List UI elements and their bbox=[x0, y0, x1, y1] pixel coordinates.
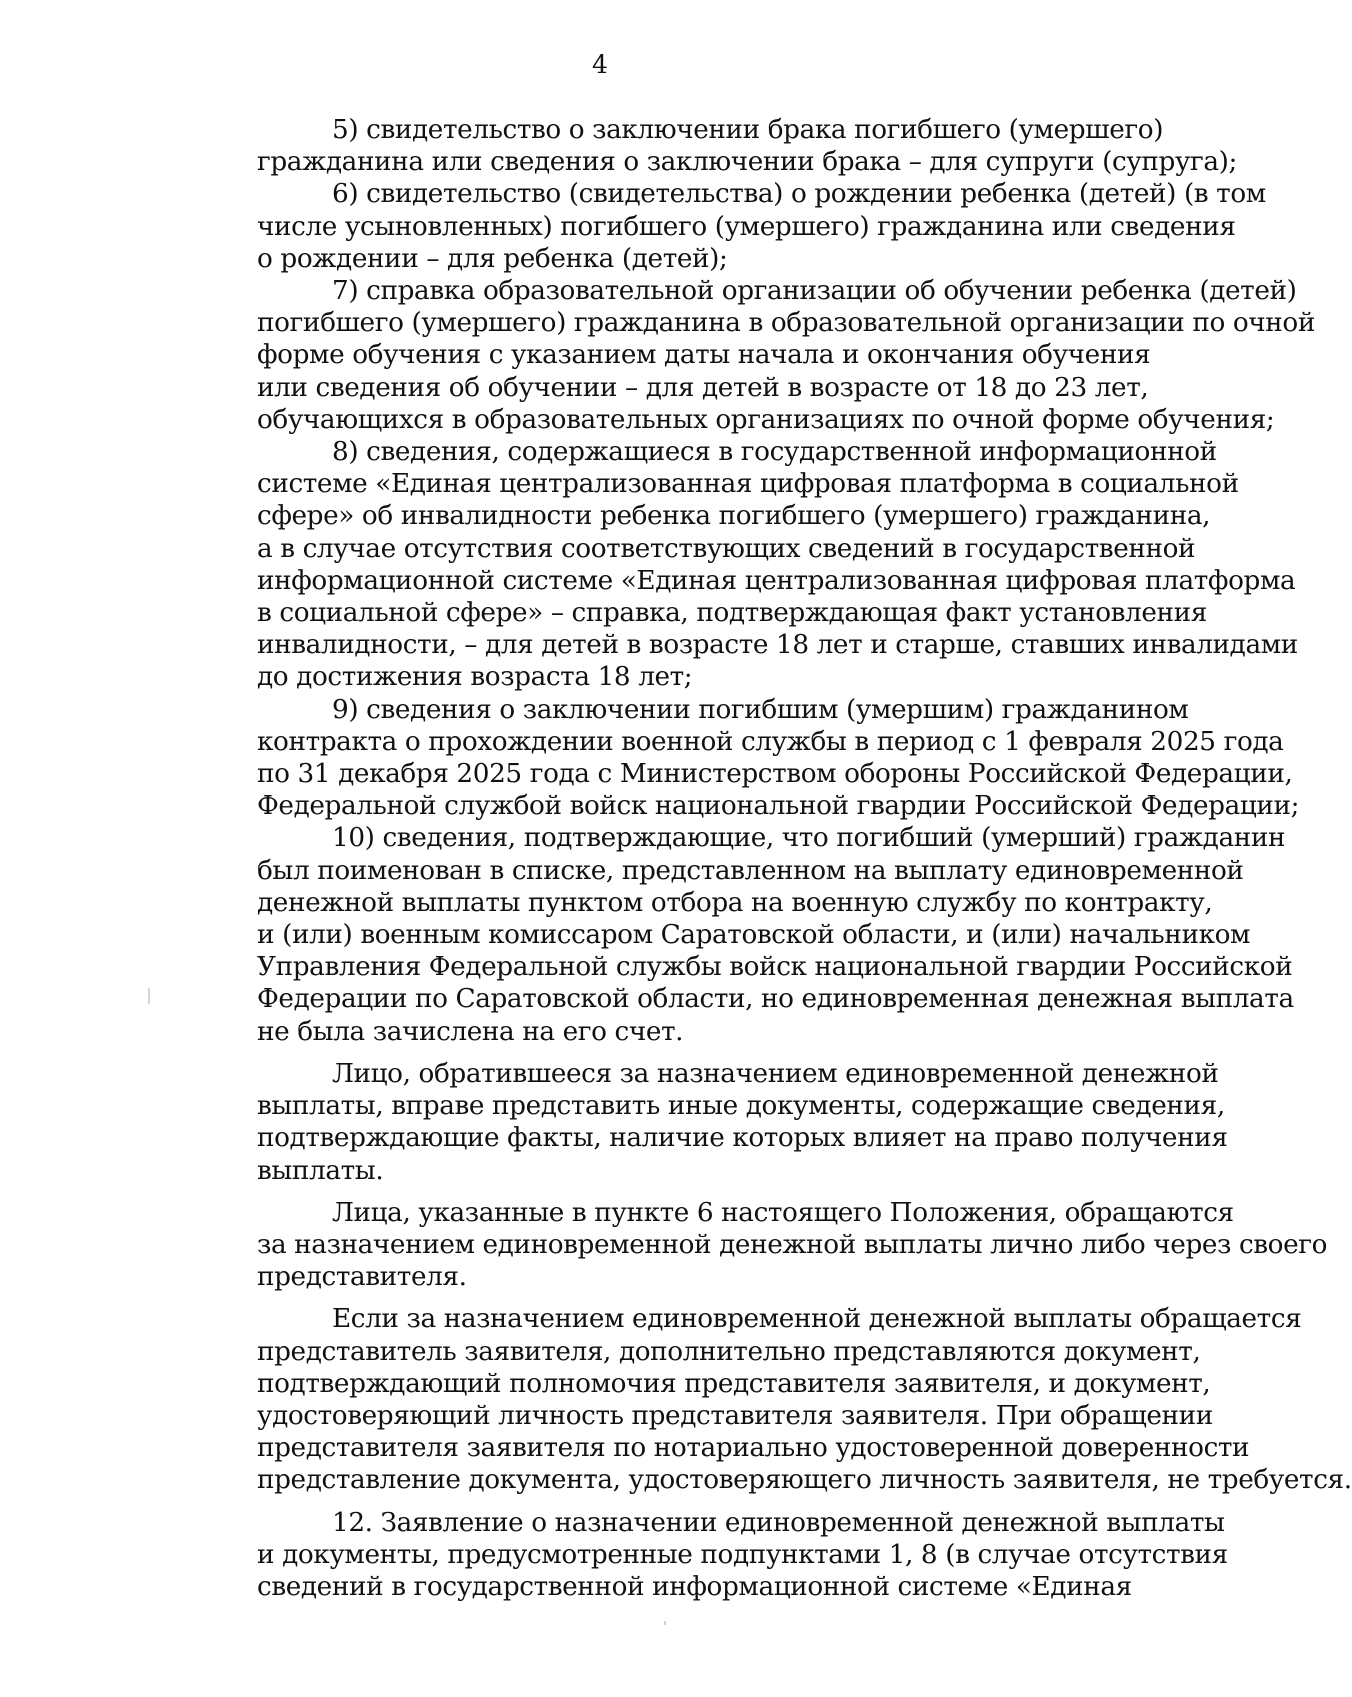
text-line: а в случае отсутствия соответствующих сведений в государственной bbox=[257, 533, 1196, 564]
document-paragraph bbox=[182, 275, 1315, 436]
text-line: и документы, предусмотренные подпунктами 1, 8 (в случае отсутствия bbox=[257, 1539, 1228, 1570]
document-paragraph bbox=[182, 1507, 1228, 1604]
text-line: в социальной сфере» – справка, подтверждающая факт установления bbox=[257, 598, 1207, 629]
text-line: денежной выплаты пунктом отбора на военную службу по контракту, bbox=[257, 887, 1213, 918]
text-line: гражданина или сведения о заключении брака – для супруги (супруга); bbox=[257, 147, 1238, 178]
text-line: не была зачислена на его счет. bbox=[257, 1016, 684, 1047]
document-paragraph bbox=[182, 1303, 1352, 1496]
text-line: выплаты. bbox=[257, 1155, 384, 1186]
text-line: подтверждающие факты, наличие которых влияет на право получения bbox=[257, 1123, 1228, 1154]
page-number: 4 bbox=[592, 50, 608, 79]
text-line: форме обучения с указанием даты начала и окончания обучения bbox=[257, 340, 1151, 371]
text-line: сведений в государственной информационной системе «Единая bbox=[257, 1571, 1132, 1602]
text-line: 6) свидетельство (свидетельства) о рождении ребенка (детей) (в том bbox=[332, 179, 1266, 210]
document-paragraph bbox=[182, 436, 1298, 694]
document-paragraph bbox=[182, 178, 1266, 275]
document-paragraph bbox=[182, 694, 1300, 823]
text-line: был поименован в списке, представленном на выплату единовременной bbox=[257, 855, 1244, 886]
document-paragraph bbox=[182, 1058, 1228, 1187]
text-line: системе «Единая централизованная цифровая платформа в социальной bbox=[257, 469, 1239, 500]
text-line: контракта о прохождении военной службы в период с 1 февраля 2025 года bbox=[257, 726, 1284, 757]
text-line: за назначением единовременной денежной выплаты лично либо через своего bbox=[257, 1229, 1328, 1260]
text-line: погибшего (умершего) гражданина в образовательной организации по очной bbox=[257, 308, 1315, 339]
text-line: Лица, указанные в пункте 6 настоящего Положения, обращаются bbox=[332, 1197, 1234, 1228]
text-line: 8) сведения, содержащиеся в государственной информационной bbox=[332, 437, 1217, 468]
text-line: сфере» об инвалидности ребенка погибшего (умершего) гражданина, bbox=[257, 501, 1211, 532]
text-line: обучающихся в образовательных организациях по очной форме обучения; bbox=[257, 404, 1275, 435]
text-line: Федеральной службой войск национальной гвардии Российской Федерации; bbox=[257, 791, 1300, 822]
text-line: выплаты, вправе представить иные документы, содержащие сведения, bbox=[257, 1091, 1225, 1122]
text-line: Федерации по Саратовской области, но единовременная денежная выплата bbox=[257, 984, 1294, 1015]
scan-mark bbox=[148, 988, 150, 1004]
text-line: подтверждающий полномочия представителя заявителя, и документ, bbox=[257, 1368, 1211, 1399]
text-line: 10) сведения, подтверждающие, что погибший (умерший) гражданин bbox=[332, 823, 1286, 854]
text-line: инвалидности, – для детей в возрасте 18 лет и старше, ставших инвалидами bbox=[257, 630, 1298, 661]
text-line: представителя заявителя по нотариально удостоверенной доверенности bbox=[257, 1433, 1250, 1464]
text-line: и (или) военным комиссаром Саратовской области, и (или) начальником bbox=[257, 920, 1251, 951]
text-line: 7) справка образовательной организации об обучении ребенка (детей) bbox=[332, 276, 1297, 307]
text-line: 9) сведения о заключении погибшим (умершим) гражданином bbox=[332, 694, 1189, 725]
text-line: Управления Федеральной службы войск национальной гвардии Российской bbox=[257, 952, 1293, 983]
text-line: представление документа, удостоверяющего личность заявителя, не требуется. bbox=[257, 1465, 1352, 1496]
scan-speck bbox=[664, 1621, 666, 1625]
text-line: 12. Заявление о назначении единовременной денежной выплаты bbox=[332, 1507, 1225, 1538]
text-line: числе усыновленных) погибшего (умершего) гражданина или сведения bbox=[257, 211, 1236, 242]
text-line: о рождении – для ребенка (детей); bbox=[257, 243, 728, 274]
document-paragraph bbox=[182, 822, 1294, 1047]
document-body bbox=[182, 114, 1352, 1603]
document-paragraph bbox=[182, 1197, 1328, 1294]
text-line: информационной системе «Единая централизованная цифровая платформа bbox=[257, 565, 1296, 596]
text-line: Если за назначением единовременной денежной выплаты обращается bbox=[332, 1304, 1302, 1335]
text-line: 5) свидетельство о заключении брака погибшего (умершего) bbox=[332, 115, 1164, 145]
document-paragraph bbox=[182, 114, 1238, 178]
text-line: представителя. bbox=[257, 1262, 467, 1293]
text-line: представитель заявителя, дополнительно представляются документ, bbox=[257, 1336, 1201, 1367]
text-line: удостоверяющий личность представителя заявителя. При обращении bbox=[257, 1400, 1213, 1431]
text-line: до достижения возраста 18 лет; bbox=[257, 662, 693, 693]
text-line: или сведения об обучении – для детей в возрасте от 18 до 23 лет, bbox=[257, 372, 1149, 403]
text-line: Лицо, обратившееся за назначением единовременной денежной bbox=[332, 1058, 1219, 1089]
text-line: по 31 декабря 2025 года с Министерством обороны Российской Федерации, bbox=[257, 759, 1293, 790]
